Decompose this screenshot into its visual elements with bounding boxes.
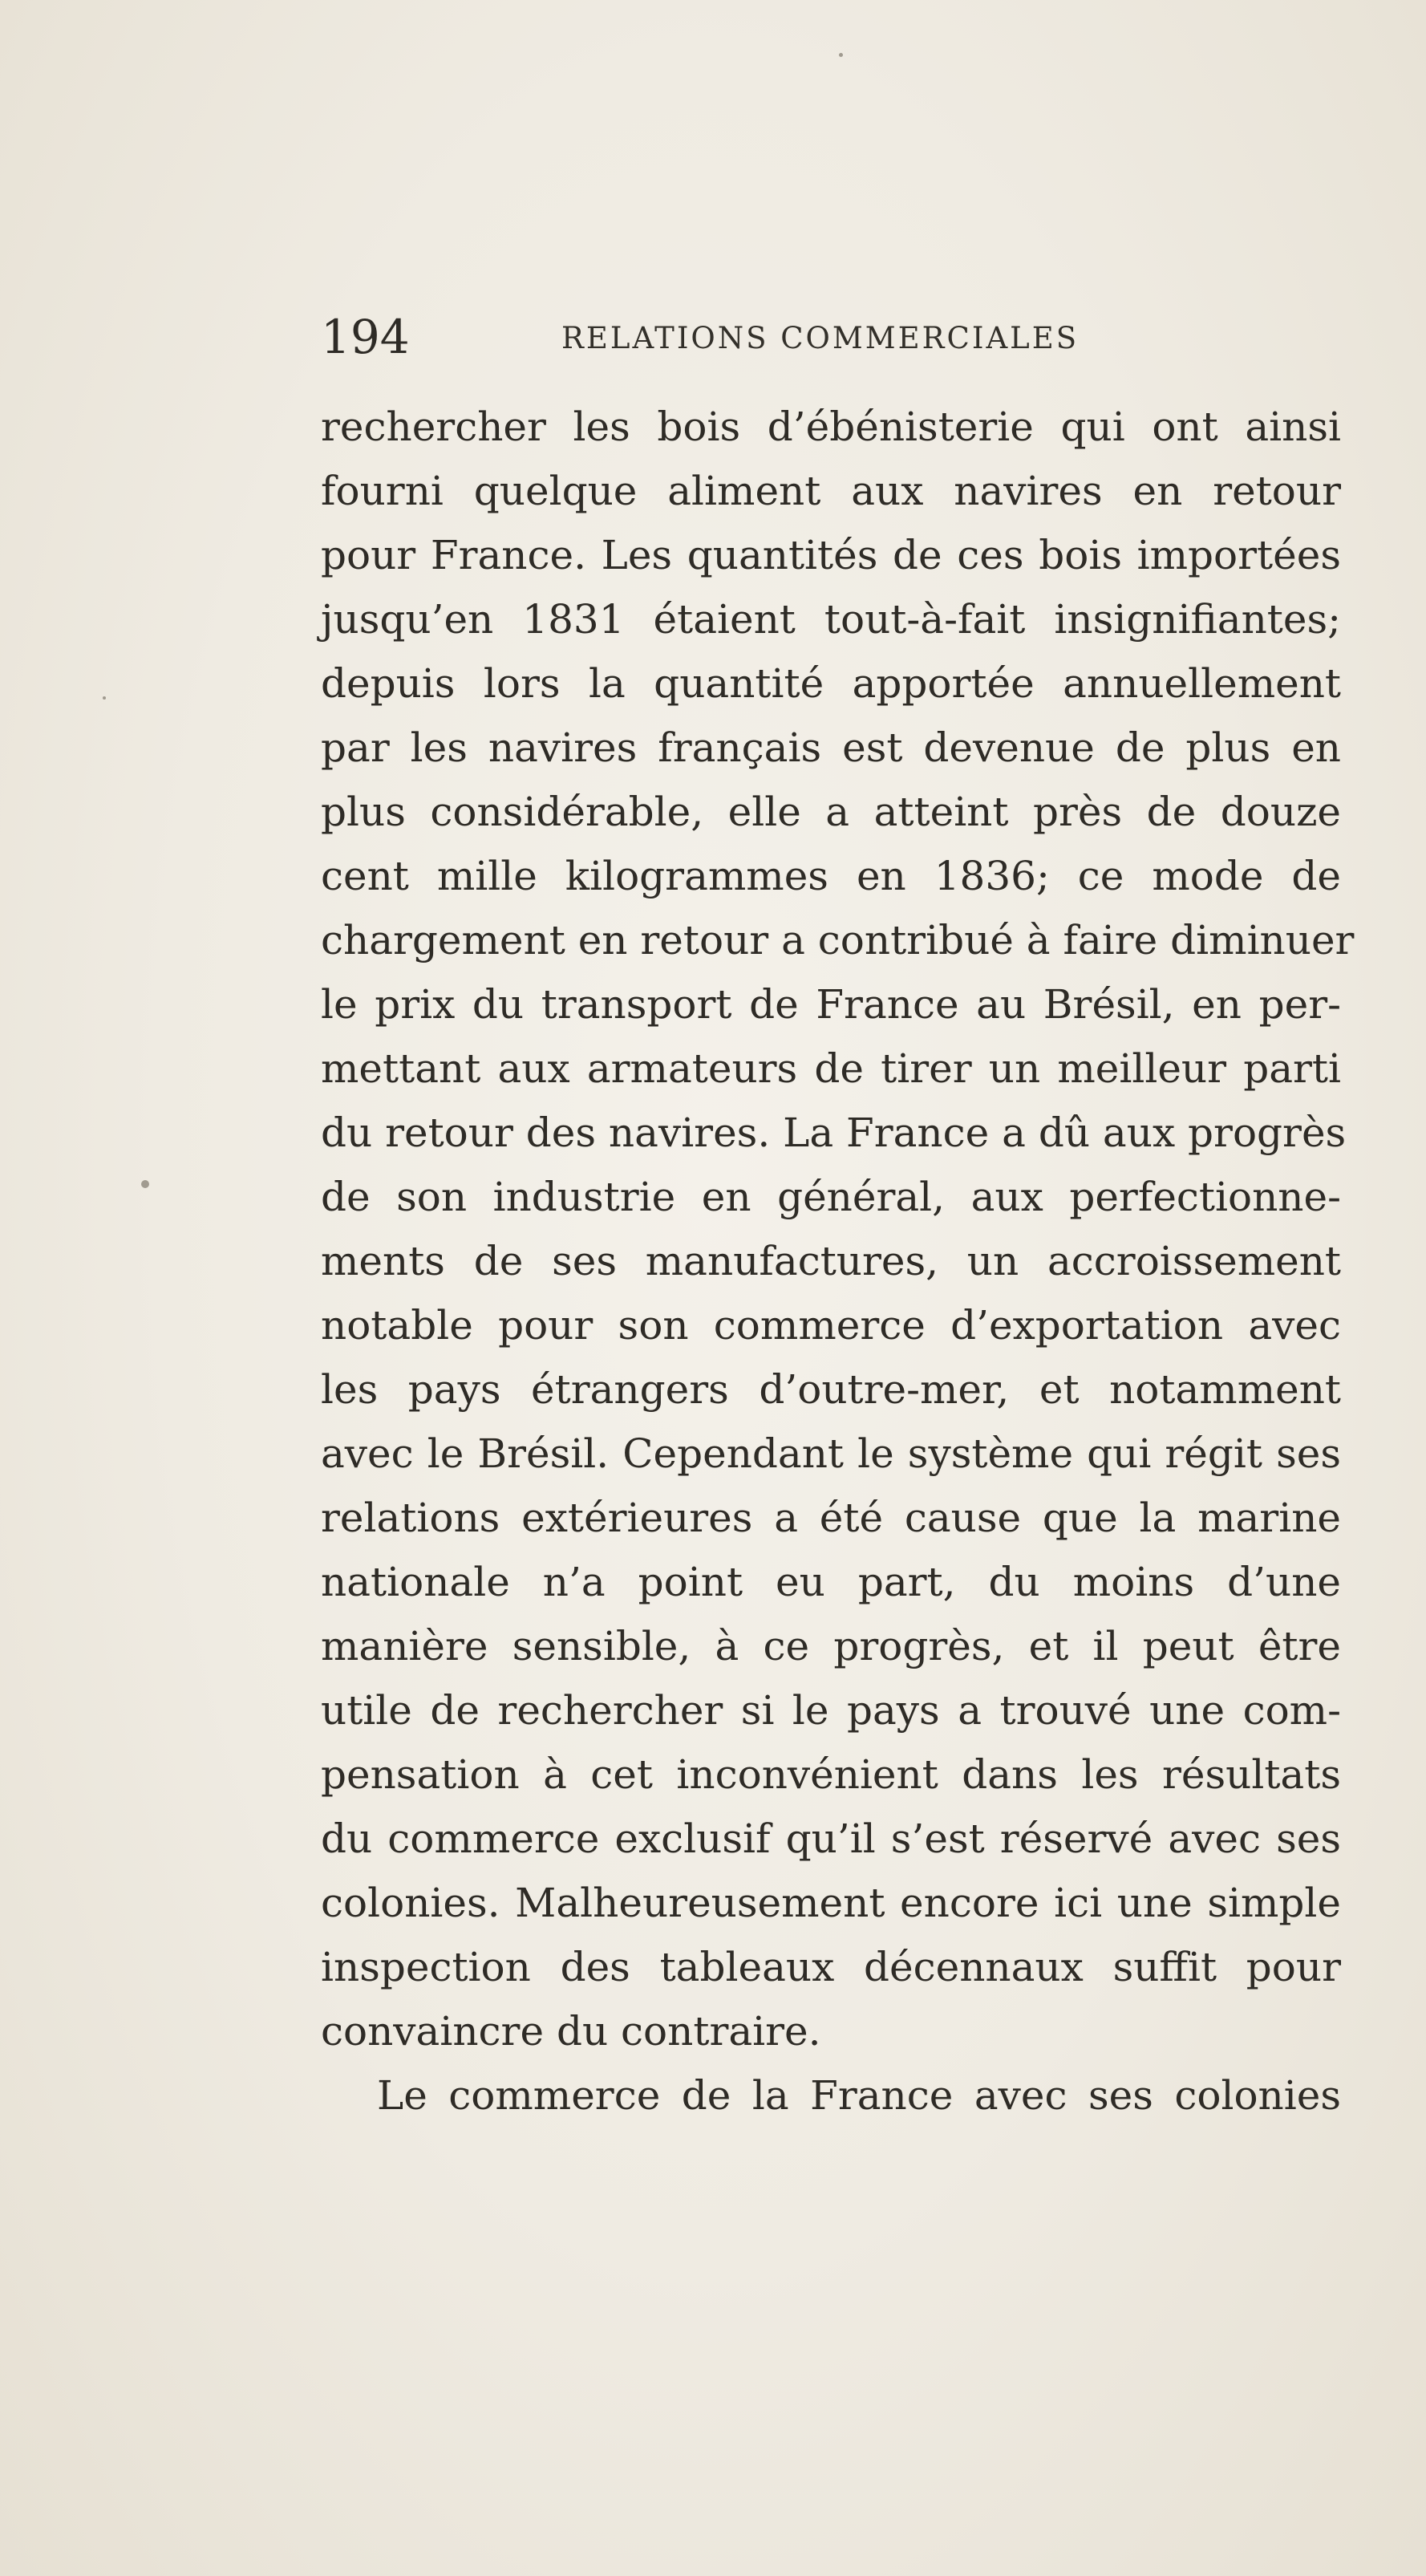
- body-text: [321, 395, 1355, 2128]
- text-line: inspection des tableaux décennaux suffit pour: [321, 1944, 1341, 1990]
- text-line: jusqu’en 1831 étaient tout-à-fait insignifiantes;: [321, 596, 1341, 643]
- text-line: depuis lors la quantité apportée annuellement: [321, 660, 1341, 707]
- paper-speck: [839, 53, 843, 57]
- text-line: cent mille kilogrammes en 1836; ce mode de: [321, 853, 1341, 899]
- text-line: utile de rechercher si le pays a trouvé une com-: [321, 1687, 1341, 1734]
- text-line: pensation à cet inconvénient dans les résultats: [321, 1751, 1341, 1798]
- running-head: RELATIONS COMMERCIALES: [561, 321, 1080, 355]
- text-line: pour France. Les quantités de ces bois importées: [321, 532, 1341, 578]
- paper-speck: [141, 1180, 149, 1188]
- text-line: relations extérieures a été cause que la marine: [321, 1495, 1341, 1541]
- text-line-paragraph-start: Le commerce de la France avec ses colonies: [377, 2072, 1341, 2119]
- text-line: le prix du transport de France au Brésil, en per-: [321, 981, 1341, 1028]
- text-line: les pays étrangers d’outre-mer, et notamment: [321, 1366, 1341, 1413]
- text-line: avec le Brésil. Cependant le système qui régit ses: [321, 1430, 1341, 1477]
- text-line: chargement en retour a contribué à faire diminuer: [321, 917, 1355, 963]
- text-line: notable pour son commerce d’exportation avec: [321, 1302, 1341, 1349]
- text-line: fourni quelque aliment aux navires en retour: [321, 468, 1341, 514]
- text-line: manière sensible, à ce progrès, et il peut être: [321, 1623, 1341, 1669]
- text-line: mettant aux armateurs de tirer un meilleur parti: [321, 1045, 1341, 1092]
- paper-speck: [103, 696, 106, 700]
- text-line: nationale n’a point eu part, du moins d’une: [321, 1559, 1341, 1605]
- text-line-paragraph-end: convaincre du contraire.: [321, 2008, 821, 2055]
- page-header: [321, 309, 1341, 365]
- text-line: par les navires français est devenue de plus en: [321, 724, 1341, 771]
- text-line: colonies. Malheureusement encore ici une simple: [321, 1880, 1341, 1926]
- text-line: du retour des navires. La France a dû aux progrès: [321, 1110, 1347, 1156]
- text-line: de son industrie en général, aux perfectionne-: [321, 1174, 1341, 1220]
- text-line: plus considérable, elle a atteint près de douze: [321, 789, 1341, 835]
- text-line: ments de ses manufactures, un accroissement: [321, 1238, 1341, 1284]
- text-line: du commerce exclusif qu’il s’est réservé avec ses: [321, 1815, 1341, 1862]
- page-number: 194: [321, 310, 410, 364]
- text-line: rechercher les bois d’ébénisterie qui ont ainsi: [321, 404, 1341, 450]
